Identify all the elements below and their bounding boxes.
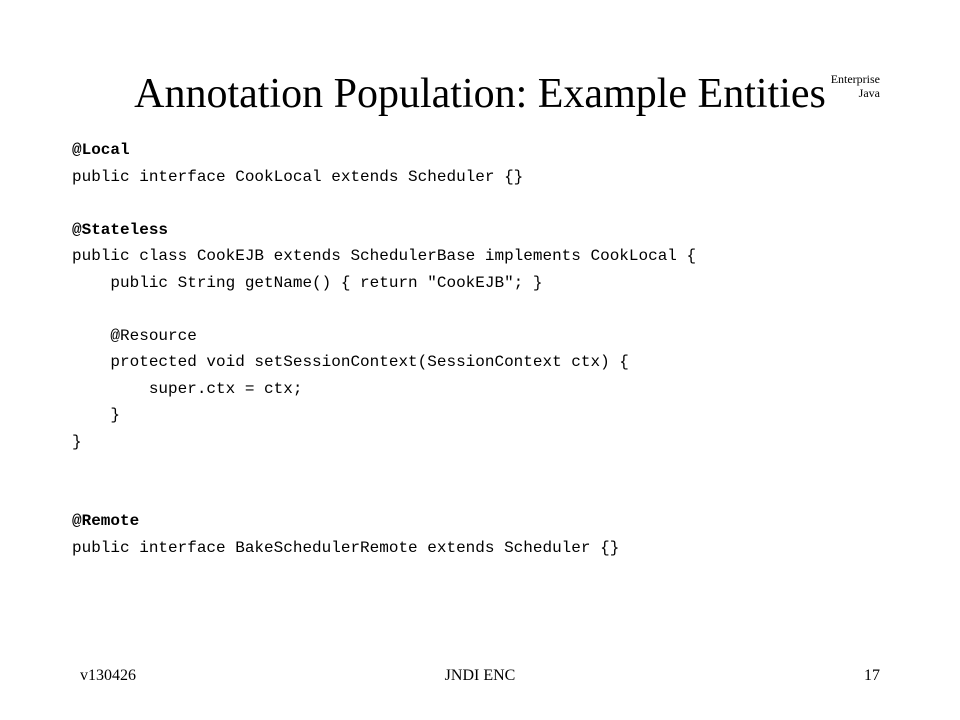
code-line: public interface CookLocal extends Scheduler {} [72,167,524,186]
code-annotation-line: @Stateless [72,220,169,239]
course-label [831,72,880,100]
code-line: @Resource [72,326,197,345]
code-line: public class CookEJB extends SchedulerBase implements CookLocal { [72,247,697,265]
code-annotation-line: @Remote [72,512,140,530]
code-line: } [72,406,121,424]
code-block [72,137,696,561]
slide-title: Annotation Population: Example Entities [134,71,826,117]
code-line: super.ctx = ctx; [72,379,303,398]
course-label-line: Enterprise [830,72,880,86]
code-line [72,190,696,217]
code-line [72,482,696,509]
code-line [72,455,696,482]
code-line [72,296,696,323]
footer-topic: JNDI ENC [444,667,516,684]
code-line: protected void setSessionContext(SessionContext ctx) { [72,353,629,371]
code-line: public String getName() { return "CookEJB"; } [72,273,543,292]
footer-version: v130426 [80,667,136,684]
code-line: } [72,432,82,451]
page-number: 17 [864,667,880,684]
code-line: public interface BakeSchedulerRemote extends Scheduler {} [72,538,620,557]
course-label-line: Java [858,86,880,100]
code-annotation-line: @Local [72,141,130,159]
